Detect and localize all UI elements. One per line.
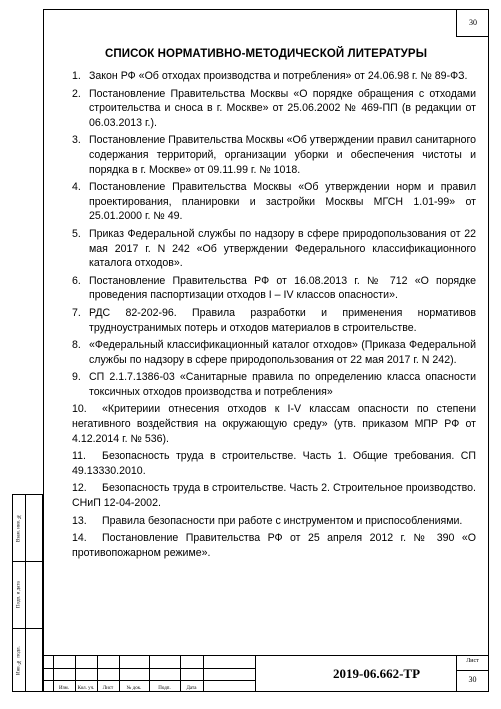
list-item-text: Закон РФ «Об отходах производства и потребления» от 24.06.98 г. № 89-ФЗ. [89,70,468,82]
list-item [72,481,476,510]
podp-data-label: Подп. и дата [16,581,22,609]
list-item [72,370,476,399]
list-item [72,514,476,529]
list-item-text: РДС 82-202-96. Правила разработки и применения нормативов трудноустранимых потерь и отходов материалов в строительстве. [89,306,476,334]
sheet-label: Лист [466,658,479,664]
list-item-text: Правила безопасности при работе с инструментом и приспособлениями. [102,514,463,527]
vzam-inv-label: Взам. инв. № [16,513,22,543]
list-item [72,274,476,303]
list-item-text: «Критериии отнесения отходов к I-V классам опасности по степени негативного воздействия на окружающую среду» (утв. приказом МПР РФ от 4.12.2014 г. № 536). [72,403,476,445]
list-item [72,87,476,131]
list-item-text: Постановление Правительства Москвы «О порядке обращения с отходами строительства и сноса в г. Москве» от 25.06.2002 № 469-ПП (в редакции от 06.03.2013 г.). [89,87,476,129]
list-item [72,306,476,335]
list-item [72,338,476,367]
binding-strip [12,494,43,692]
list-item-number: 3. [72,134,81,147]
list-item [72,531,476,560]
list-item-number: 12. [72,482,87,495]
list-item-number: 14. [72,532,87,545]
list-item [72,227,476,271]
col-podp: Подп. [158,686,171,691]
list-item-number: 6. [72,274,81,287]
list-item-number: 10. [72,403,87,416]
list-item-number: 5. [72,227,81,240]
list-item-number: 8. [72,339,81,352]
sheet-number: 30 [468,675,477,684]
list-item-number: 4. [72,181,81,194]
list-item-text: Постановление Правительства РФ от 25 апреля 2012 г. № 390 «О противопожарном режиме». [72,532,476,559]
col-list: Лист [102,686,114,691]
list-item [72,69,476,84]
list-item-text: Безопасность труда в строительстве. Часть 1. Общие требования. СП 49.13330.2010. [72,450,476,477]
list-item-text: СП 2.1.7.1386-03 «Санитарные правила по определению класса опасности токсичных отходов производства и потребления» [89,371,476,398]
list-item-text: Постановление Правительства РФ от 16.08.2013 г. № 712 «О порядке проведения паспортизации отходов I – IV классов опасности». [89,274,476,302]
list-item-number: 1. [72,70,81,82]
col-n-dok: № док. [126,686,142,691]
list-item-text: Приказ Федеральной службы по надзору в сфере природопользования от 22 мая 2017 г. N 242 «Об утверждении Федерального классификационного каталога отходов». [89,227,476,270]
col-data: Дата [186,686,197,691]
list-item-text: Безопасность труда в строительстве. Часть 2. Строительное производство. СНиП 12-04-2002. [72,482,476,510]
list-item-number: 9. [72,371,81,384]
inv-podl-label: Инв. № подл. [16,646,22,676]
list-item-number: 7. [72,306,81,319]
col-izm: Изм. [59,686,69,691]
list-item [72,180,476,224]
col-kol-uch: Кол. уч. [77,686,95,691]
list-item [72,133,476,177]
list-item [72,402,476,446]
literature-list [72,69,476,563]
list-item-text: «Федеральный классификационный каталог отходов» (Приказа Федеральной службы по надзору в сфере природопользования от 22 мая 2017 г. N 242). [89,339,476,366]
page-number-top: 30 [456,9,489,37]
list-item-number: 13. [72,514,87,527]
list-item-text: Постановление Правительства Москвы «Об утверждении норм и правил проектирования, планировки и застройки Москвы МГСН 1.01-99» от 25.01.2000 г. № 49. [89,181,476,223]
list-item-number: 11. [72,450,86,463]
list-item-number: 2. [72,87,81,100]
list-item-text: Постановление Правительства Москвы «Об утверждении правил санитарного содержания территорий, организации уборки и обеспечения чистоты и порядка в г. Москве» от 09.11.99 г. № 1018. [89,134,476,176]
page-title: СПИСОК НОРМАТИВНО-МЕТОДИЧЕСКОЙ ЛИТЕРАТУРЫ [104,48,428,60]
document-code: 2019-06.662-ТР [332,666,421,681]
list-item [72,449,476,478]
title-block [43,655,489,692]
